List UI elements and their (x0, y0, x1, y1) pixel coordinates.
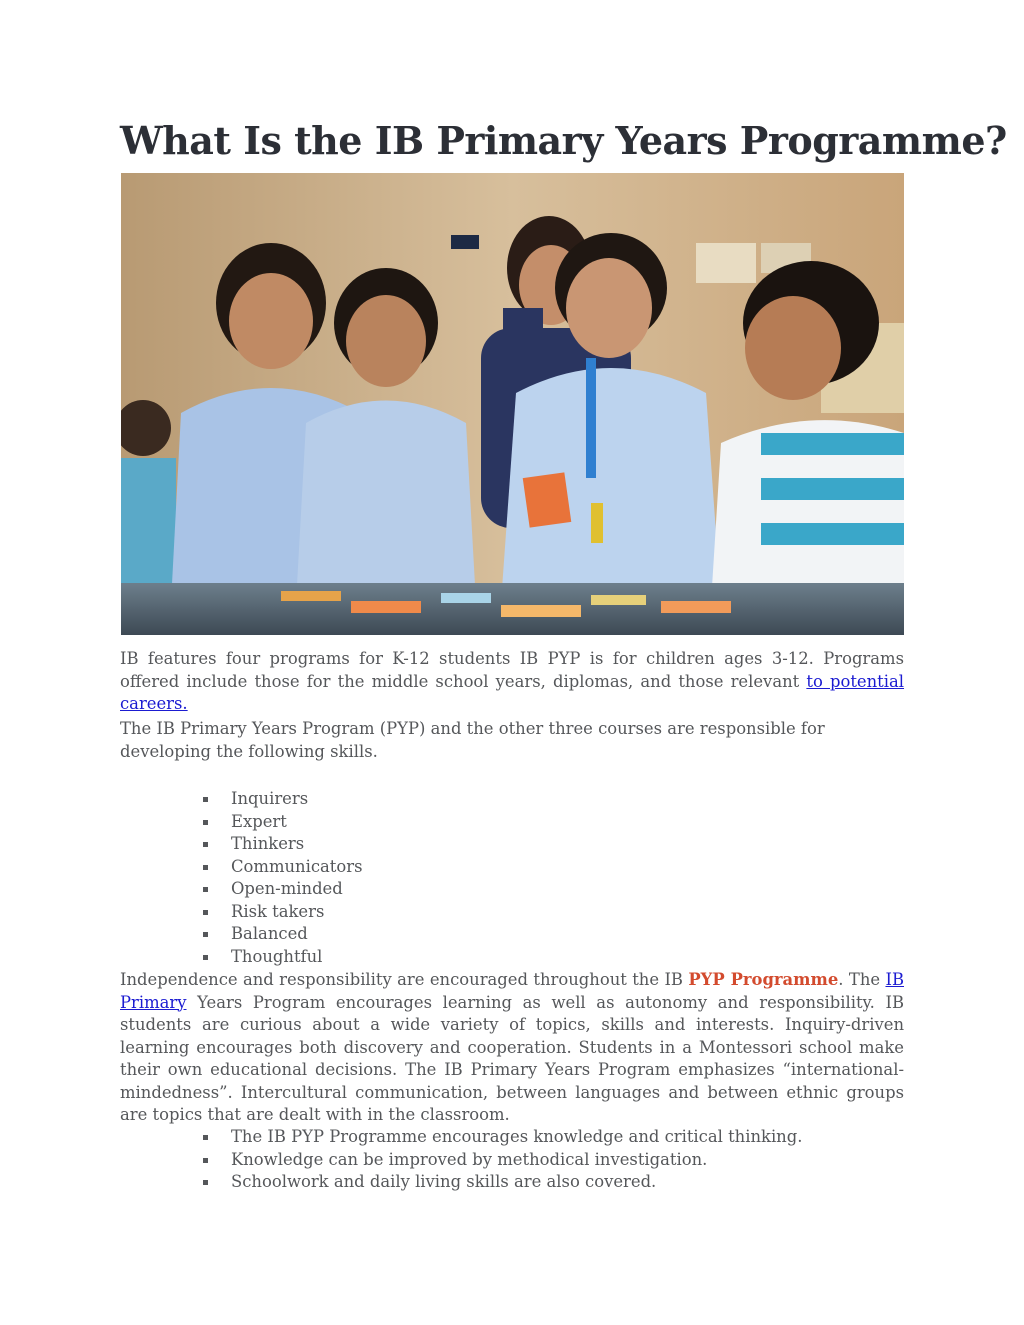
list-item: Risk takers (200, 901, 363, 924)
potential-careers-link[interactable]: to potential careers. (120, 671, 905, 713)
square-bullet-icon (203, 820, 208, 825)
square-bullet-icon (203, 1158, 208, 1163)
skills-list (200, 788, 363, 968)
list-item: Thoughtful (200, 946, 363, 969)
skills-intro-paragraph: The IB Primary Years Program (PYP) and the other three courses are responsible for developing the following skills. (120, 719, 825, 761)
square-bullet-icon (203, 797, 208, 802)
list-item: Inquirers (200, 788, 363, 811)
square-bullet-icon (203, 842, 208, 847)
list-item: Thinkers (200, 833, 363, 856)
intro-paragraph-text: IB features four programs for K-12 students IB PYP is for children ages 3-12. Programs offered include those for the middle school years, diplomas, and those relevant (120, 649, 904, 691)
square-bullet-icon (203, 1135, 208, 1140)
list-item: Expert (200, 811, 363, 834)
ib-primary-link[interactable]: IB Primary (120, 970, 904, 1012)
pyp-programme-highlight: PYP Programme (688, 970, 839, 989)
square-bullet-icon (203, 910, 208, 915)
classroom-photo-illustration (121, 173, 904, 635)
list-item: Balanced (200, 923, 363, 946)
square-bullet-icon (203, 932, 208, 937)
page-title: What Is the IB Primary Years Programme? (120, 118, 1007, 163)
list-item: Communicators (200, 856, 363, 879)
square-bullet-icon (203, 887, 208, 892)
square-bullet-icon (203, 1180, 208, 1185)
points-list (200, 1126, 802, 1194)
list-item: The IB PYP Programme encourages knowledge and critical thinking. (200, 1126, 802, 1149)
square-bullet-icon (203, 865, 208, 870)
list-item: Open-minded (200, 878, 363, 901)
pyp-description-paragraph: Independence and responsibility are encouraged throughout the IB PYP Programme. The IB Primary Years Program encourages learning as well as autonomy and responsibility. IB students are curious about a wide variety of topics, skills and interests. Inquiry-driven learning encourages both discovery and cooperation. Students in a Montessori school make their own educational decisions. The IB Primary Years Program emphasizes “international-mindedness”. Intercultural communication, between languages and between ethnic groups are topics that are dealt with in the classroom. (120, 970, 904, 1124)
intro-paragraph (120, 648, 904, 716)
list-item: Knowledge can be improved by methodical investigation. (200, 1149, 802, 1172)
list-item: Schoolwork and daily living skills are also covered. (200, 1171, 802, 1194)
classroom-photo (121, 173, 904, 635)
square-bullet-icon (203, 955, 208, 960)
